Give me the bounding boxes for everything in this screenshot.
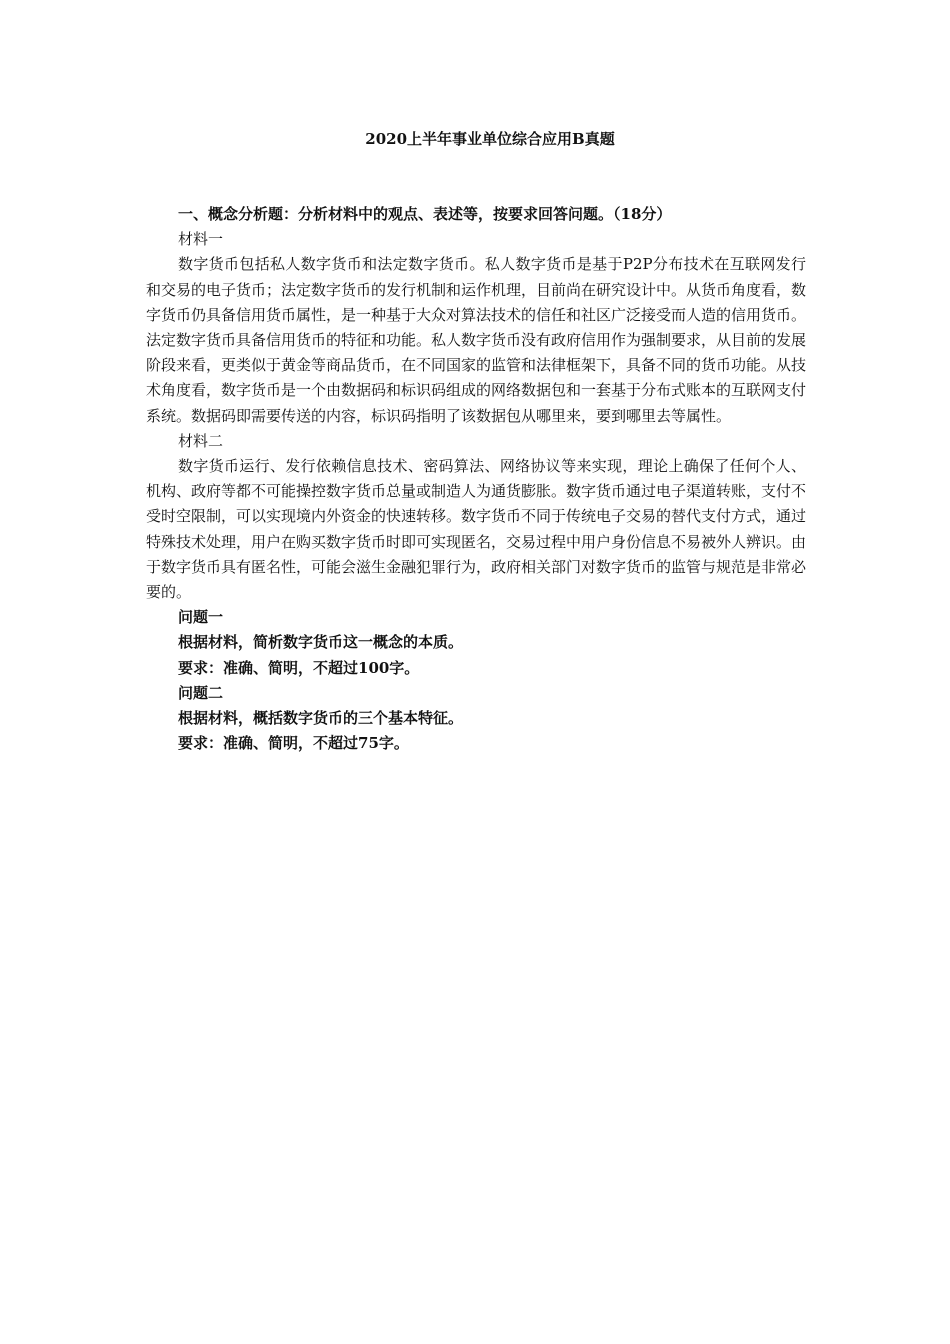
question-1-requirement: 要求：准确、简明，不超过100字。 (178, 658, 420, 677)
document-body (146, 202, 806, 756)
question-1-prompt: 根据材料，简析数字货币这一概念的本质。 (178, 633, 464, 652)
question-2-label: 问题二 (178, 683, 224, 702)
material-2-label: 材料二 (178, 431, 224, 450)
material-1-label: 材料一 (178, 230, 224, 249)
material-2-text: 数字货币运行、发行依赖信息技术、密码算法、网络协议等来实现，理论上确保了任何个人、机构、政府等都不可能操控数字货币总量或制造人为通货膨胀。数字货币通过电子渠道转账，支付不受时空限制，可以实现境内外资金的快速转移。数字货币不同于传统电子交易的替代支付方式，通过特殊技术处理，用户在购买数字货币时即可实现匿名，交易过程中用户身份信息不易被外人辨识。由于数字货币具有匿名性，可能会滋生金融犯罪行为，政府相关部门对数字货币的监管与规范是非常必要的。 (146, 457, 807, 602)
material-1-text: 数字货币包括私人数字货币和法定数字货币。私人数字货币是基于P2P分布技术在互联网发行和交易的电子货币；法定数字货币的发行机制和运作机理，目前尚在研究设计中。从货币角度看，数字货币仍具备信用货币属性，是一种基于大众对算法技术的信任和社区广泛接受而人造的信用货币。法定数字货币具备信用货币的特征和功能。私人数字货币没有政府信用作为强制要求，从目前的发展阶段来看，更类似于黄金等商品货币，在不同国家的监管和法律框架下，具备不同的货币功能。从技术角度看，数字货币是一个由数据码和标识码组成的网络数据包和一套基于分布式账本的互联网支付系统。数据码即需要传送的内容，标识码指明了该数据包从哪里来，要到哪里去等属性。 (146, 255, 807, 425)
document-title: 2020上半年事业单位综合应用B真题 (365, 130, 615, 148)
question-2-prompt: 根据材料，概括数字货币的三个基本特征。 (178, 709, 464, 728)
question-2-requirement: 要求：准确、简明，不超过75字。 (178, 734, 409, 753)
question-1-label: 问题一 (178, 608, 224, 627)
section-heading: 一、概念分析题：分析材料中的观点、表述等，按要求回答问题。（18分） (178, 205, 672, 223)
